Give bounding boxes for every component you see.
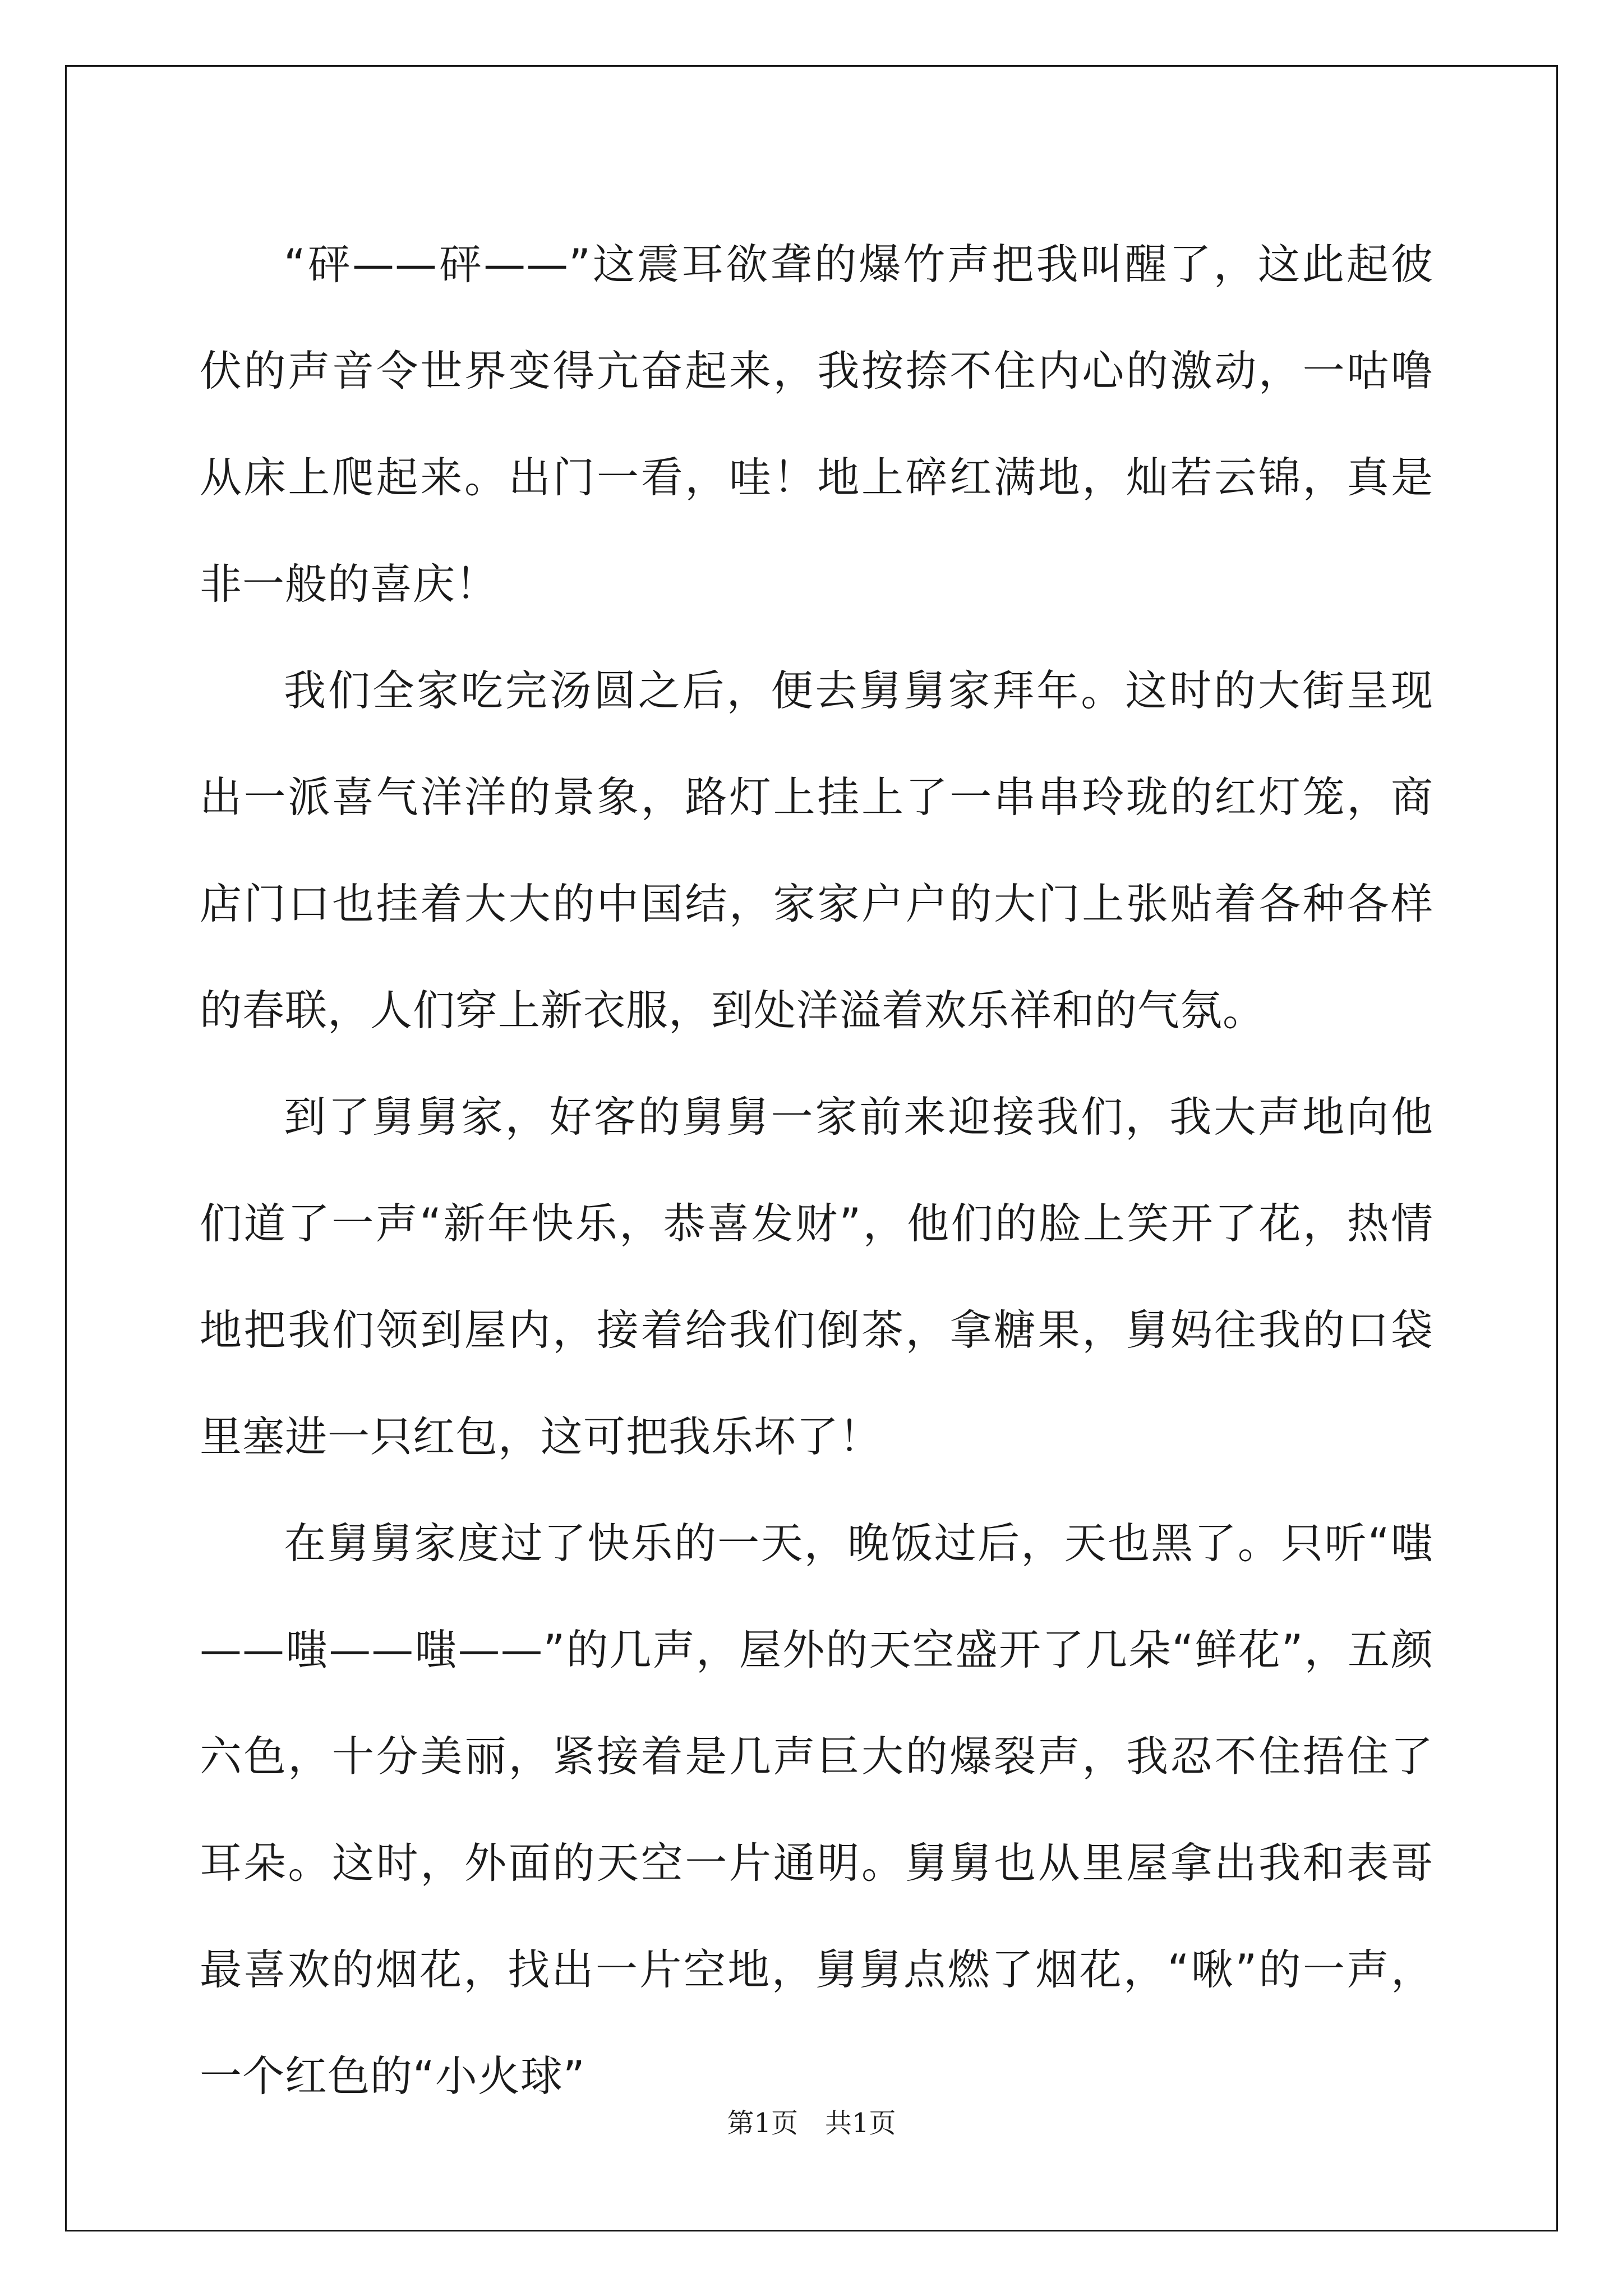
paragraph-2: 我们全家吃完汤圆之后，便去舅舅家拜年。这时的大街呈现出一派喜气洋洋的景象，路灯上挂上了一串串玲珑的红灯笼，商店门口也挂着大大的中国结，家家户户的大门上张贴着各种各样的春联，人们穿上新衣服，到处洋溢着欢乐祥和的气氛。	[200, 666, 1433, 1035]
paragraph-4: 在舅舅家度过了快乐的一天，晚饭过后，天也黑了。只听“嗤——嗤——嗤——”的几声，屋外的天空盛开了几朵“鲜花”，五颜六色，十分美丽，紧接着是几声巨大的爆裂声，我忍不住捂住了耳朵。这时，外面的天空一片通明。舅舅也从里屋拿出我和表哥最喜欢的烟花，找出一片空地，舅舅点燃了烟花，“啾”的一声，一个红色的“小火球”	[200, 1519, 1433, 2101]
page-footer: 第1页 共1页	[727, 2108, 896, 2139]
document-body	[200, 211, 1433, 2129]
paragraph-1: “砰——砰——”这震耳欲聋的爆竹声把我叫醒了，这此起彼伏的声音令世界变得亢奋起来，我按捺不住内心的激动，一咕噜从床上爬起来。出门一看，哇！地上碎红满地，灿若云锦，真是非一般的喜庆！	[200, 240, 1433, 609]
paragraph-3: 到了舅舅家，好客的舅舅一家前来迎接我们，我大声地向他们道了一声“新年快乐，恭喜发财”，他们的脸上笑开了花，热情地把我们领到屋内，接着给我们倒茶，拿糖果，舅妈往我的口袋里塞进一只红包，这可把我乐坏了！	[200, 1092, 1433, 1461]
